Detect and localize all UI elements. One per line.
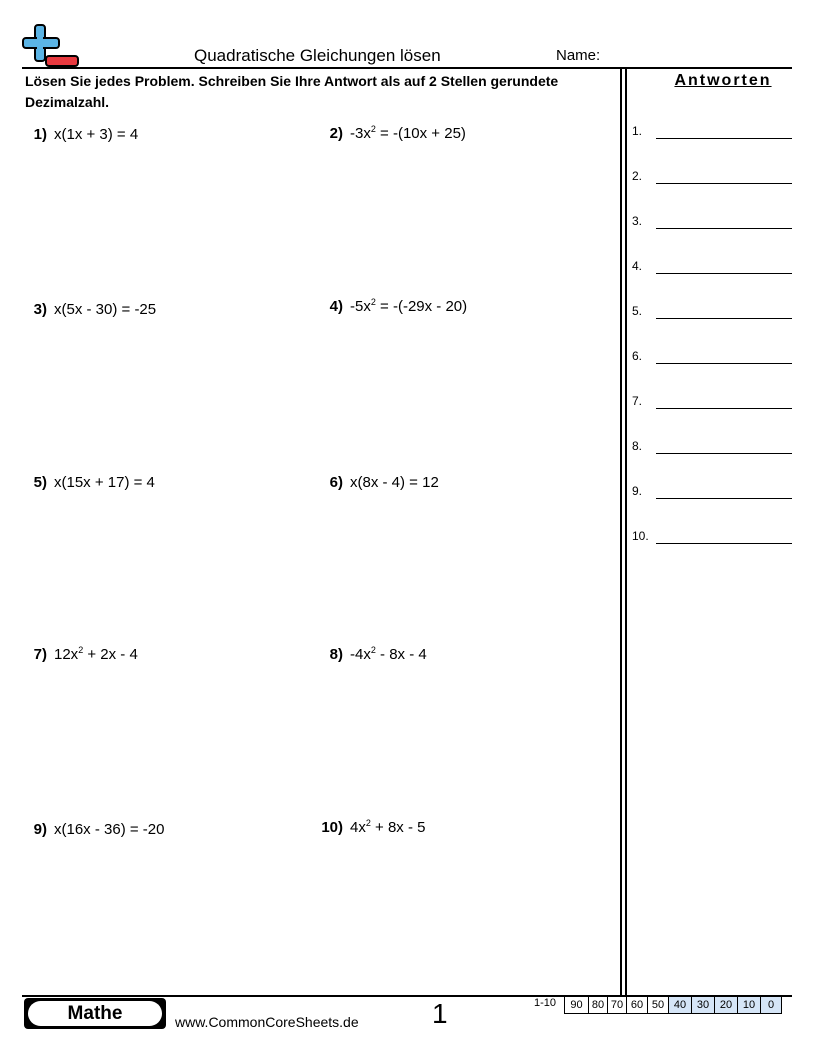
problem-number: 1) — [33, 126, 47, 143]
problem-equation: x(1x + 3) = 4 — [54, 126, 139, 143]
answer-label: 1. — [632, 124, 643, 138]
score-range: 1-10 — [534, 997, 557, 1009]
page-number: 1 — [432, 998, 448, 1029]
problem-number: 2) — [329, 125, 343, 142]
answer-blank[interactable] — [656, 543, 792, 544]
column-divider — [625, 67, 627, 996]
answer-row-1 — [632, 122, 794, 142]
answer-row-9 — [632, 482, 794, 502]
score-cell: 80 — [589, 997, 608, 1014]
answer-row-5 — [632, 302, 794, 322]
problem-3 — [27, 297, 156, 318]
problem-5 — [27, 470, 155, 491]
problem-8 — [323, 645, 427, 663]
plus-minus-icon — [22, 24, 80, 70]
answer-label: 7. — [632, 394, 643, 408]
answer-blank[interactable] — [656, 228, 792, 229]
problem-equation: $4x^2 + 8x - 5$ — [350, 818, 426, 836]
problem-equation: $-5x^2 = -(-29x - 20)$ — [350, 297, 468, 315]
problem-1 — [27, 122, 138, 143]
answer-label: 2. — [632, 169, 643, 183]
answer-label: 10. — [632, 529, 649, 543]
answer-row-8 — [632, 437, 794, 457]
name-label: Name: — [556, 47, 601, 64]
subject-label: Mathe — [28, 1001, 162, 1026]
answer-row-10 — [632, 527, 794, 547]
problem-9 — [27, 817, 164, 838]
subject-badge — [24, 998, 166, 1029]
answer-blank[interactable] — [656, 318, 792, 319]
score-cell: 0 — [761, 997, 782, 1014]
problem-10 — [317, 818, 425, 836]
answer-label: 5. — [632, 304, 643, 318]
problem-equation: $12x^2 + 2x - 4$ — [54, 645, 138, 663]
header-rule — [22, 67, 792, 69]
answer-row-4 — [632, 257, 794, 277]
problem-number: 3) — [33, 301, 47, 318]
score-cell: 90 — [565, 997, 589, 1014]
answer-label: 8. — [632, 439, 643, 453]
score-cell: 30 — [692, 997, 715, 1014]
problem-number: 9) — [33, 821, 47, 838]
score-table — [564, 996, 782, 1014]
problem-7 — [27, 645, 138, 663]
problem-number: 8) — [329, 646, 343, 663]
problem-equation: $-3x^2 = -(10x + 25)$ — [350, 124, 466, 142]
answer-label: 9. — [632, 484, 643, 498]
answer-blank[interactable] — [656, 138, 792, 139]
problem-number: 7) — [33, 646, 47, 663]
problem-equation: $-4x^2 - 8x - 4$ — [350, 645, 427, 663]
worksheet-title: Quadratische Gleichungen lösen — [194, 46, 441, 65]
answer-label: 3. — [632, 214, 643, 228]
problem-equation: x(5x - 30) = -25 — [54, 301, 157, 318]
answer-row-2 — [632, 167, 794, 187]
problem-equation: x(15x + 17) = 4 — [54, 474, 155, 491]
problem-number: 5) — [33, 474, 47, 491]
answer-blank[interactable] — [656, 498, 792, 499]
column-divider — [620, 67, 622, 996]
problem-number: 6) — [329, 474, 343, 491]
answer-blank[interactable] — [656, 408, 792, 409]
problem-equation: x(16x - 36) = -20 — [54, 821, 165, 838]
score-cell: 10 — [738, 997, 761, 1014]
answer-label: 4. — [632, 259, 643, 273]
answer-row-7 — [632, 392, 794, 412]
problem-equation: x(8x - 4) = 12 — [350, 474, 439, 491]
problem-number: 4) — [329, 298, 343, 315]
answers-title: Antworten — [674, 72, 772, 89]
instructions: Lösen Sie jedes Problem. Schreiben Sie Ihre Antwort als auf 2 Stellen gerundete Dezimalzahl. — [25, 73, 559, 110]
answer-blank[interactable] — [656, 183, 792, 184]
problem-6 — [323, 470, 439, 491]
answer-blank[interactable] — [656, 453, 792, 454]
answer-blank[interactable] — [656, 363, 792, 364]
problem-2 — [323, 124, 466, 142]
answer-label: 6. — [632, 349, 643, 363]
score-cell: 70 — [608, 997, 627, 1014]
score-cell: 60 — [627, 997, 648, 1014]
score-cell: 50 — [648, 997, 669, 1014]
problem-number: 10) — [321, 819, 343, 836]
score-cell: 40 — [669, 997, 692, 1014]
problem-4 — [323, 297, 467, 315]
answer-row-6 — [632, 347, 794, 367]
website-link: www.CommonCoreSheets.de — [175, 1014, 359, 1030]
answer-row-3 — [632, 212, 794, 232]
answer-blank[interactable] — [656, 273, 792, 274]
score-cell: 20 — [715, 997, 738, 1014]
